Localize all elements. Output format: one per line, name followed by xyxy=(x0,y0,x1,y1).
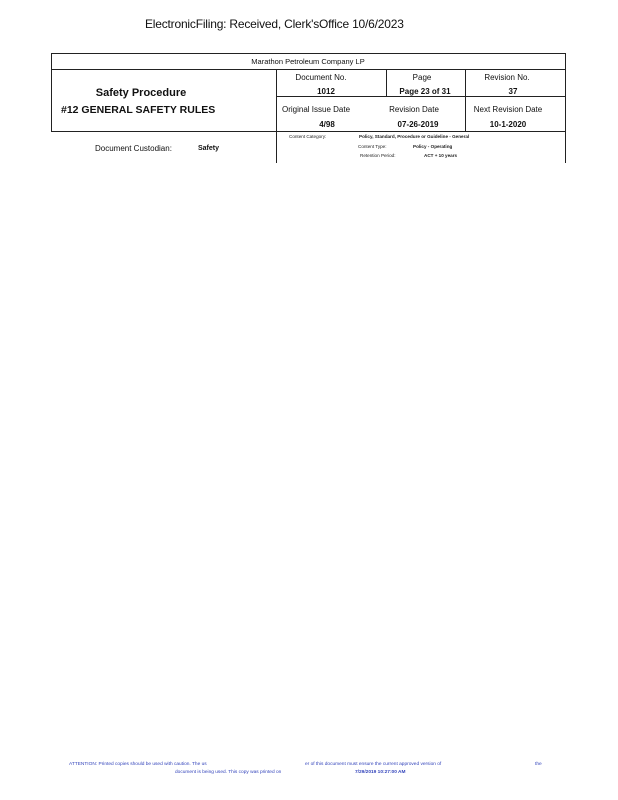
footer-notice-middle: er of this document must ensure the current approved version of xyxy=(305,762,442,767)
retention-period-label: Retention Period: xyxy=(360,153,396,158)
revision-number-label: Revision No. xyxy=(484,73,530,82)
next-revision-date-label: Next Revision Date xyxy=(473,105,543,114)
revision-number-value: 37 xyxy=(508,87,518,96)
footer-notice-left: ATTENTION: Printed copies should be used with caution. The us xyxy=(69,762,207,767)
revision-date-value: 07-26-2019 xyxy=(397,120,439,129)
revision-date-label: Revision Date xyxy=(389,105,439,114)
footer-print-date: 7/29/2019 10:27:00 AM xyxy=(355,770,406,775)
footer-notice-line2: document is being used. This copy was printed on xyxy=(175,770,282,775)
header-top-border xyxy=(51,53,566,54)
content-category-label: Content Category: xyxy=(289,134,327,139)
page-value: Page 23 of 31 xyxy=(399,87,451,96)
document-custodian-value: Safety xyxy=(198,145,220,152)
document-number-label: Document No. xyxy=(295,73,347,82)
header-left-border xyxy=(51,53,52,131)
custodian-row-divider xyxy=(51,131,566,132)
content-category-value: Policy, Standard, Procedure or Guideline - General xyxy=(359,134,470,139)
info-column-divider xyxy=(276,69,277,163)
content-type-value: Policy - Operating xyxy=(413,144,453,149)
next-revision-date-value: 10-1-2020 xyxy=(489,120,527,129)
info-row-divider-1 xyxy=(276,96,566,97)
footer-notice-right: the xyxy=(535,762,542,767)
company-name: Marathon Petroleum Company LP xyxy=(251,57,365,66)
revision-column-divider xyxy=(465,69,466,131)
retention-period-value: ACT + 10 years xyxy=(424,153,458,158)
procedure-subtitle: #12 GENERAL SAFETY RULES xyxy=(61,104,216,116)
electronic-filing-stamp: ElectronicFiling: Received, Clerk'sOffice 10/6/2023 xyxy=(145,17,404,31)
document-number-value: 1012 xyxy=(317,87,335,96)
company-row-divider xyxy=(51,69,566,70)
document-custodian-label: Document Custodian: xyxy=(95,144,172,153)
page-column-divider xyxy=(386,69,387,96)
original-issue-date-label: Original Issue Date xyxy=(281,105,351,114)
procedure-title: Safety Procedure xyxy=(95,87,187,99)
document-header-table xyxy=(51,53,566,163)
original-issue-date-value: 4/98 xyxy=(319,120,335,129)
content-type-label: Content Type: xyxy=(358,144,387,149)
page-label: Page xyxy=(412,73,432,82)
